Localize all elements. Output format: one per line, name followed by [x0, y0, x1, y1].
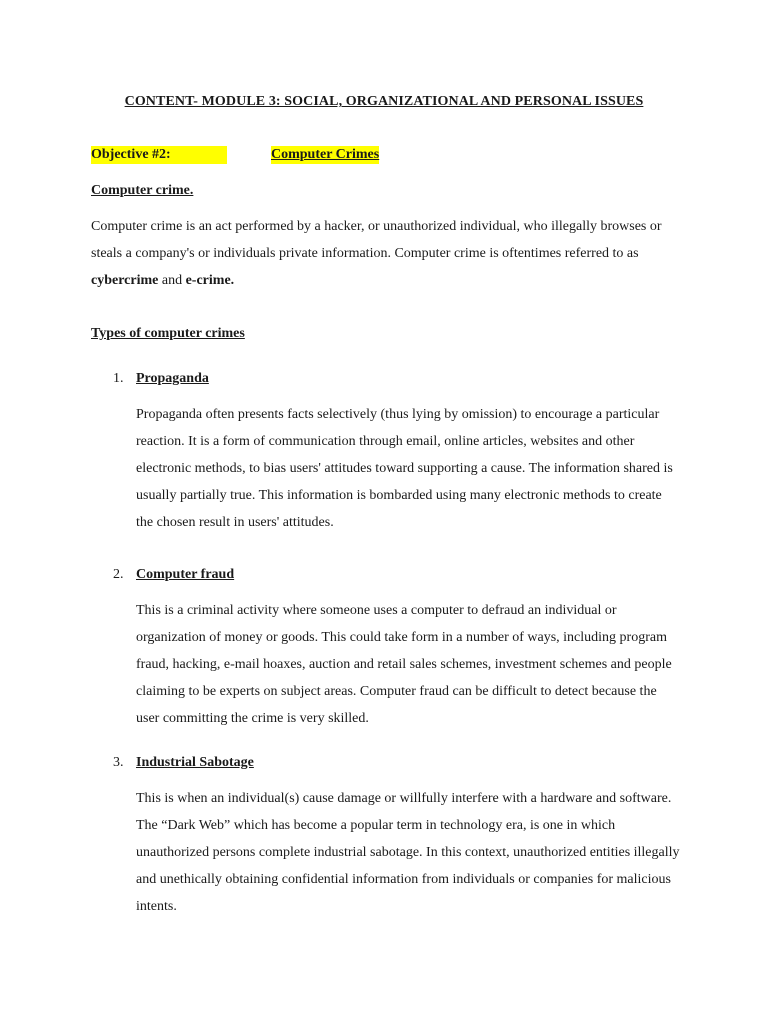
page-title: CONTENT- MODULE 3: SOCIAL, ORGANIZATIONAL AND PERSONAL ISSUES — [124, 94, 644, 109]
list-number: 1. — [113, 371, 124, 386]
item-text-propaganda: Propaganda often presents facts selectively (thus lying by omission) to encourage a particular reaction. It is a form of communication through email, online articles, websites and other electronic methods, to bias users' attitudes toward supporting a cause. The information shared is usually partially true. This information is bombarded using many electronic methods to create the chosen result in users' attitudes. — [136, 407, 673, 530]
list-number: 3. — [113, 755, 124, 770]
term-cybercrime: cybercrime — [91, 273, 159, 288]
intro-and: and — [158, 273, 186, 288]
list-number: 2. — [113, 567, 124, 582]
item-text-industrial-sabotage: This is when an individual(s) cause damage or willfully interfere with a hardware and software. The “Dark Web” which has become a popular term in technology era, is one in which unauthorized persons complete industrial sabotage. In this context, unauthorized entities illegally and unethically obtaining confidential information from individuals or companies for malicious intents. — [136, 791, 680, 914]
types-heading: Types of computer crimes — [91, 326, 245, 341]
item-heading-propaganda: Propaganda — [136, 371, 209, 386]
objective-label: Objective #2: — [91, 146, 227, 164]
term-e-crime: e-crime. — [185, 273, 235, 288]
item-heading-industrial-sabotage: Industrial Sabotage — [136, 755, 254, 770]
section-heading: Computer crime. — [91, 183, 194, 198]
intro-text: Computer crime is an act performed by a hacker, or unauthorized individual, who illegally browses or steals a company's or individuals private information. Computer crime is oftentimes referred to as — [91, 219, 662, 261]
objective-value: Computer Crimes — [271, 147, 380, 162]
item-heading-computer-fraud: Computer fraud — [136, 567, 235, 582]
intro-paragraph — [91, 213, 681, 294]
item-text-computer-fraud: This is a criminal activity where someone uses a computer to defraud an individual or organization of money or goods. This could take form in a number of ways, including program fraud, hacking, e-mail hoaxes, auction and retail sales schemes, investment schemes and people claiming to be experts on subject areas. Computer fraud can be difficult to detect because the user committing the crime is very skilled. — [136, 603, 672, 726]
